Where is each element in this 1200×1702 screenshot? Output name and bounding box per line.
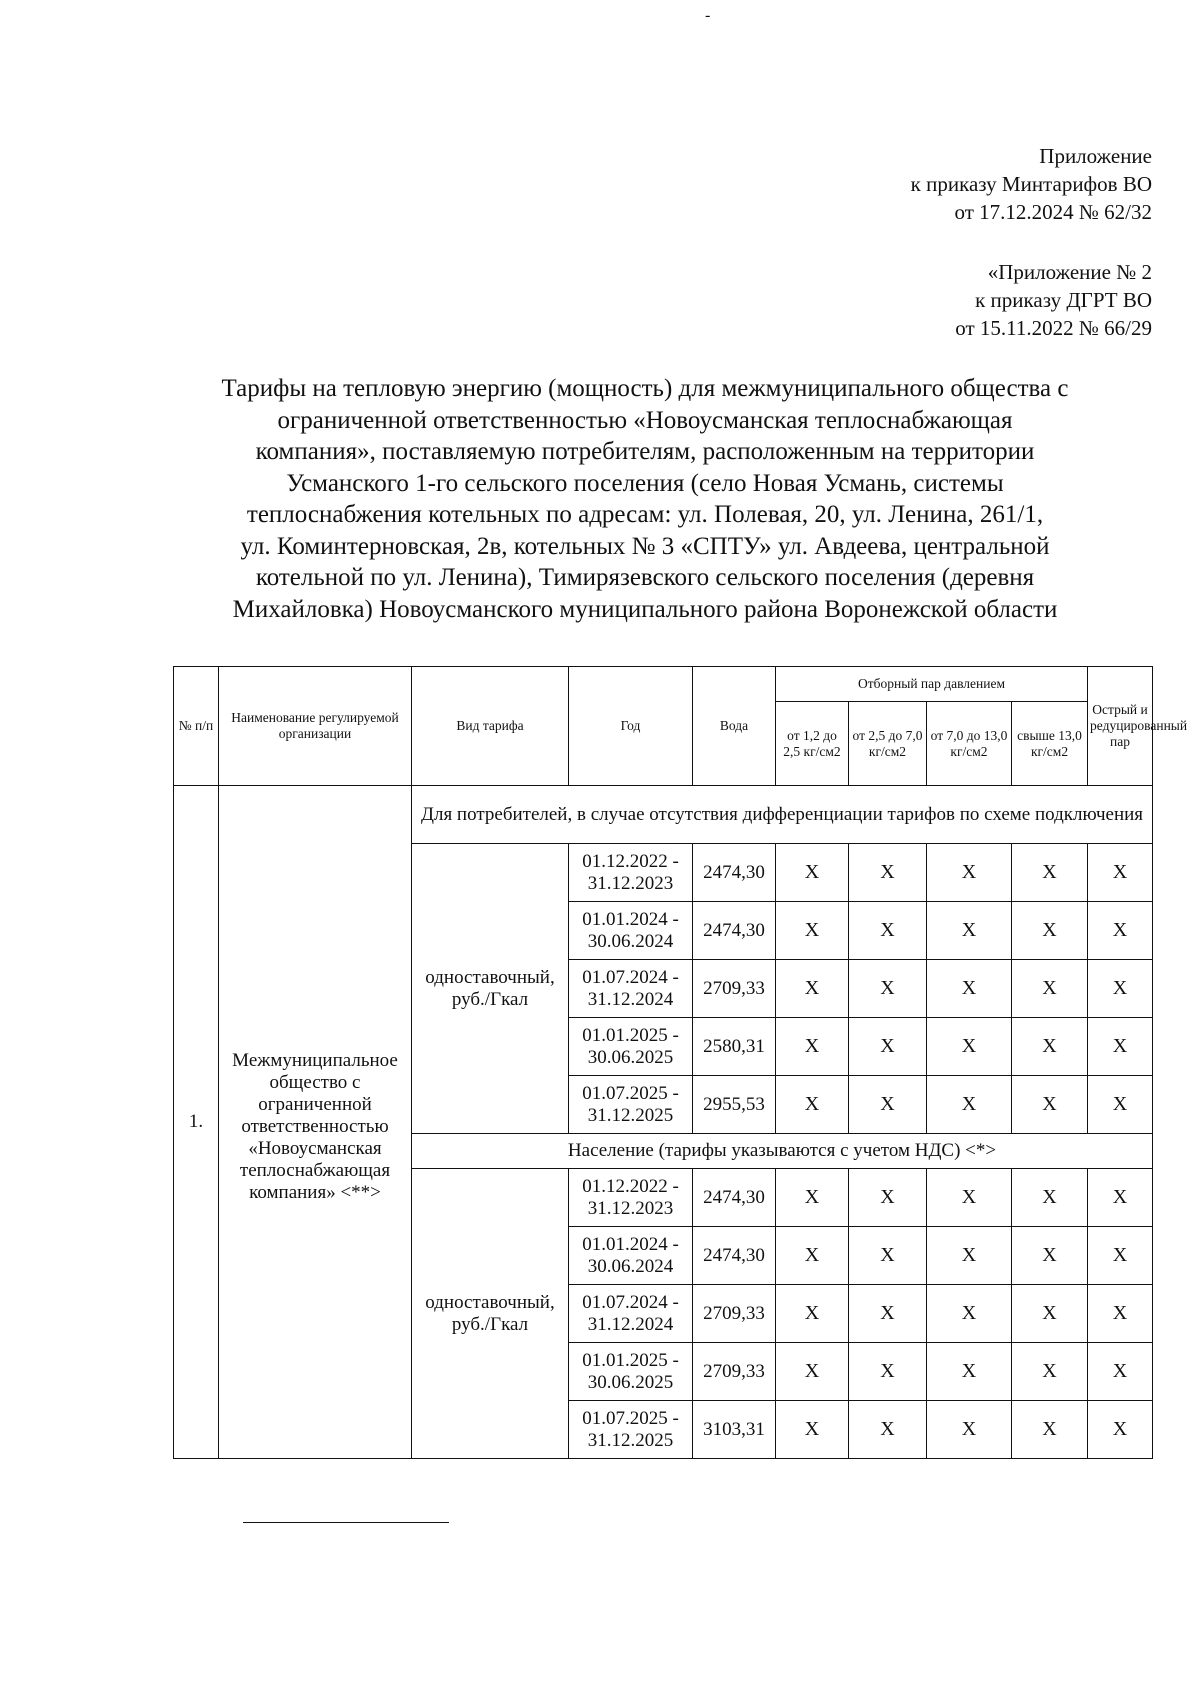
section-label: Для потребителей, в случае отсутствия дифференциации тарифов по схеме подключения [412, 786, 1153, 844]
water-value-cell: 2474,30 [693, 1169, 776, 1227]
top-mark: - [705, 7, 711, 24]
not-applicable-cell: Х [849, 1401, 927, 1459]
header-tariff-type: Вид тарифа [412, 667, 569, 786]
not-applicable-cell: Х [1088, 902, 1153, 960]
period-cell: 01.07.2024 - 31.12.2024 [569, 960, 693, 1018]
title-line: котельной по ул. Ленина), Тимирязевского сельского поселения (деревня [255, 564, 1035, 591]
not-applicable-cell: Х [927, 1343, 1012, 1401]
not-applicable-cell: Х [1088, 844, 1153, 902]
tariff-table [173, 666, 1188, 1459]
title-line: компания», поставляемую потребителям, расположенным на территории [255, 438, 1035, 465]
not-applicable-cell: Х [776, 1401, 849, 1459]
not-applicable-cell: Х [927, 902, 1012, 960]
period-cell: 01.12.2022 - 31.12.2023 [569, 844, 693, 902]
not-applicable-cell: Х [776, 1169, 849, 1227]
not-applicable-cell: Х [1088, 1401, 1153, 1459]
not-applicable-cell: Х [776, 1285, 849, 1343]
not-applicable-cell: Х [927, 1401, 1012, 1459]
header-steam-1: от 1,2 до 2,5 кг/см2 [776, 702, 849, 786]
appendix-line: от 17.12.2024 № 62/32 [954, 200, 1152, 224]
period-cell: 01.12.2022 - 31.12.2023 [569, 1169, 693, 1227]
section-row [174, 786, 1153, 844]
not-applicable-cell: Х [1012, 1169, 1088, 1227]
header-steam-3: от 7,0 до 13,0 кг/см2 [927, 702, 1012, 786]
not-applicable-cell: Х [1088, 1227, 1153, 1285]
title-line: Михайловка) Новоусманского муниципального района Воронежской области [232, 595, 1058, 623]
appendix-line: от 15.11.2022 № 66/29 [955, 316, 1152, 340]
appendix-header [911, 142, 1152, 226]
document-title [150, 373, 1140, 625]
water-value-cell: 2474,30 [693, 1227, 776, 1285]
not-applicable-cell: Х [1088, 1018, 1153, 1076]
not-applicable-cell: Х [849, 1018, 927, 1076]
header-num: № п/п [174, 667, 219, 786]
org-name-cell [219, 786, 412, 1459]
header-org: Наименование регулируемой организации [219, 667, 412, 786]
appendix-line: «Приложение № 2 [987, 260, 1152, 284]
not-applicable-cell: Х [927, 1227, 1012, 1285]
not-applicable-cell: Х [1012, 1018, 1088, 1076]
not-applicable-cell: Х [1088, 1169, 1153, 1227]
water-value-cell: 2474,30 [693, 844, 776, 902]
header-year: Год [569, 667, 693, 786]
title-line: Усманского 1-го сельского поселения (село Новая Усмань, системы [286, 469, 1004, 497]
not-applicable-cell: Х [927, 1076, 1012, 1134]
not-applicable-cell: Х [849, 960, 927, 1018]
water-value-cell: 3103,31 [693, 1401, 776, 1459]
water-value-cell: 2955,53 [693, 1076, 776, 1134]
period-cell: 01.01.2024 - 30.06.2024 [569, 902, 693, 960]
not-applicable-cell: Х [927, 844, 1012, 902]
not-applicable-cell: Х [1012, 1227, 1088, 1285]
not-applicable-cell: Х [1012, 1285, 1088, 1343]
header-steam-4: свыше 13,0 кг/см2 [1012, 702, 1088, 786]
header-steam-group: Отборный пар давлением [776, 667, 1088, 702]
original-appendix-header [955, 258, 1152, 342]
not-applicable-cell: Х [776, 844, 849, 902]
period-cell: 01.01.2025 - 30.06.2025 [569, 1018, 693, 1076]
period-cell: 01.01.2024 - 30.06.2024 [569, 1227, 693, 1285]
not-applicable-cell: Х [1012, 1076, 1088, 1134]
not-applicable-cell: Х [849, 1227, 927, 1285]
not-applicable-cell: Х [1088, 1076, 1153, 1134]
not-applicable-cell: Х [1012, 1343, 1088, 1401]
header-water: Вода [693, 667, 776, 786]
title-line: ул. Коминтерновская, 2в, котельных № 3 «СПТУ» ул. Авдеева, центральной [240, 532, 1050, 560]
header-steam-2: от 2,5 до 7,0 кг/см2 [849, 702, 927, 786]
title-line: ограниченной ответственностью «Новоусманская теплоснабжающая [277, 406, 1013, 434]
not-applicable-cell: Х [927, 1018, 1012, 1076]
not-applicable-cell: Х [849, 1076, 927, 1134]
not-applicable-cell: Х [776, 1076, 849, 1134]
header-sharp-steam: Острый и редуцированный пар [1088, 667, 1153, 786]
period-cell: 01.01.2025 - 30.06.2025 [569, 1343, 693, 1401]
not-applicable-cell: Х [1088, 1285, 1153, 1343]
not-applicable-cell: Х [776, 1018, 849, 1076]
period-cell: 01.07.2025 - 31.12.2025 [569, 1076, 693, 1134]
not-applicable-cell: Х [849, 902, 927, 960]
period-cell: 01.07.2025 - 31.12.2025 [569, 1401, 693, 1459]
water-value-cell: 2474,30 [693, 902, 776, 960]
not-applicable-cell: Х [849, 1285, 927, 1343]
not-applicable-cell: Х [849, 1343, 927, 1401]
not-applicable-cell: Х [849, 1169, 927, 1227]
not-applicable-cell: Х [927, 1169, 1012, 1227]
not-applicable-cell: Х [776, 902, 849, 960]
not-applicable-cell: Х [1012, 1401, 1088, 1459]
period-cell: 01.07.2024 - 31.12.2024 [569, 1285, 693, 1343]
not-applicable-cell: Х [776, 960, 849, 1018]
tariff-type-cell: одноставочный, руб./Гкал [412, 1169, 569, 1459]
appendix-line: к приказу ДГРТ ВО [975, 288, 1152, 312]
not-applicable-cell: Х [1088, 960, 1153, 1018]
not-applicable-cell: Х [927, 1285, 1012, 1343]
appendix-line: Приложение [1039, 144, 1152, 168]
tariff-type-cell: одноставочный, руб./Гкал [412, 844, 569, 1134]
not-applicable-cell: Х [1012, 902, 1088, 960]
appendix-line: к приказу Минтарифов ВО [910, 172, 1152, 196]
not-applicable-cell: Х [1012, 844, 1088, 902]
row-number: 1. [174, 786, 219, 1459]
not-applicable-cell: Х [927, 960, 1012, 1018]
not-applicable-cell: Х [1088, 1343, 1153, 1401]
not-applicable-cell: Х [1012, 960, 1088, 1018]
footnote-separator [243, 1522, 449, 1523]
water-value-cell: 2709,33 [693, 1285, 776, 1343]
not-applicable-cell: Х [776, 1227, 849, 1285]
water-value-cell: 2580,31 [693, 1018, 776, 1076]
not-applicable-cell: Х [776, 1343, 849, 1401]
water-value-cell: 2709,33 [693, 1343, 776, 1401]
title-line: Тарифы на тепловую энергию (мощность) для межмуниципального общества с [221, 375, 1069, 402]
org-name: Межмуниципальное общество с ограниченной ответственностью «Новоусманская теплоснабжающая компания» <**> [232, 1050, 398, 1203]
section-label: Население (тарифы указываются с учетом НДС) <*> [412, 1134, 1153, 1169]
water-value-cell: 2709,33 [693, 960, 776, 1018]
not-applicable-cell: Х [849, 844, 927, 902]
title-line: теплоснабжения котельных по адресам: ул. Полевая, 20, ул. Ленина, 261/1, [246, 501, 1044, 528]
